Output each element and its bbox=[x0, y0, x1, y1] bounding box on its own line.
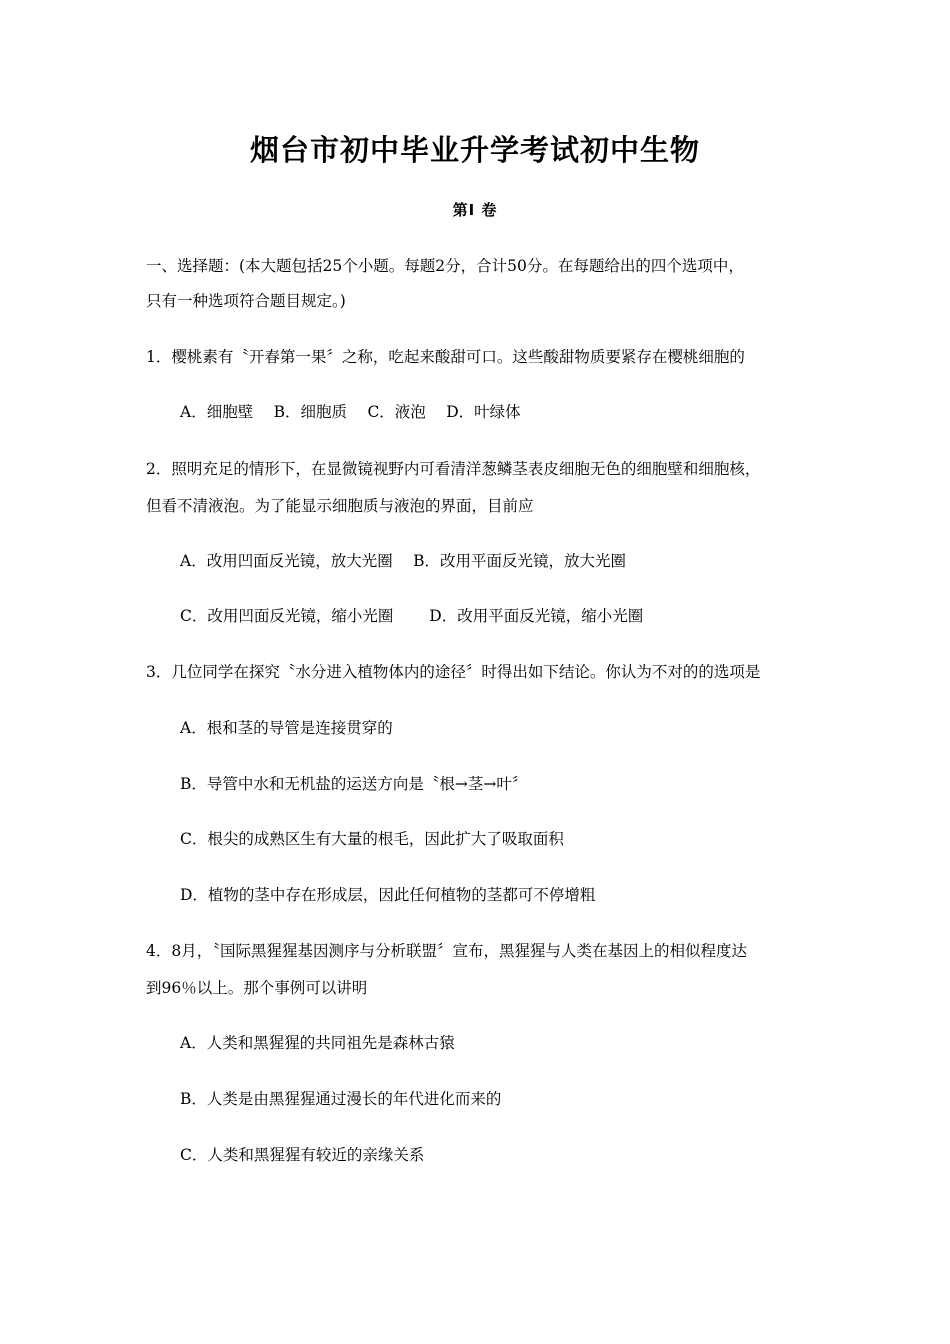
question-1-stem: 1．樱桃素有〝开春第一果〞之称，吃起来酸甜可口。这些酸甜物质要紧存在樱桃细胞的 bbox=[146, 348, 745, 366]
question-4-stem-line-1: 4．8月，〝国际黑猩猩基因测序与分析联盟〞宣布，黑猩猩与人类在基因上的相似程度达 bbox=[146, 942, 747, 960]
question-2-stem-line-2: 但看不清液泡。为了能显示细胞质与液泡的界面，目前应 bbox=[146, 497, 534, 515]
question-3-stem: 3．几位同学在探究〝水分进入植物体内的途径〞时得出如下结论。你认为不对的的选项是 bbox=[146, 663, 761, 681]
document-title: 烟台市初中毕业升学考试初中生物 bbox=[249, 133, 700, 167]
question-4-option-a: A．人类和黑猩猩的共同祖先是森林古猿 bbox=[180, 1034, 455, 1052]
question-4-stem-line-2: 到96％以上。那个事例可以讲明 bbox=[146, 979, 368, 997]
question-1-options: A．细胞壁 B．细胞质 C．液泡 D．叶绿体 bbox=[180, 403, 521, 421]
instructions-line-2: 只有一种选项符合题目规定。) bbox=[146, 292, 346, 310]
question-3-option-b: B．导管中水和无机盐的运送方向是〝根→茎→叶〞 bbox=[180, 775, 528, 793]
question-4-option-c: C．人类和黑猩猩有较近的亲缘关系 bbox=[180, 1146, 425, 1164]
question-3-option-a: A．根和茎的导管是连接贯穿的 bbox=[180, 719, 393, 737]
question-3-option-d: D．植物的茎中存在形成层，因此任何植物的茎都可不停增粗 bbox=[180, 886, 596, 904]
section-heading: 第Ⅰ 卷 bbox=[452, 201, 498, 219]
question-3-option-c: C．根尖的成熟区生有大量的根毛，因此扩大了吸取面积 bbox=[180, 830, 564, 848]
question-2-stem-line-1: 2．照明充足的情形下，在显微镜视野内可看清洋葱鳞茎表皮细胞无色的细胞壁和细胞核， bbox=[146, 460, 761, 478]
question-2-options-line-1: A．改用凹面反光镜，放大光圈 B．改用平面反光镜，放大光圈 bbox=[180, 552, 627, 570]
question-4-option-b: B．人类是由黑猩猩通过漫长的年代进化而来的 bbox=[180, 1090, 502, 1108]
instructions-line-1: 一、选择题：(本大题包括25个小题。每题2分，合计50分。在每题给出的四个选项中， bbox=[146, 257, 744, 275]
question-2-options-line-2: C．改用凹面反光镜，缩小光圈 D．改用平面反光镜，缩小光圈 bbox=[180, 607, 644, 625]
